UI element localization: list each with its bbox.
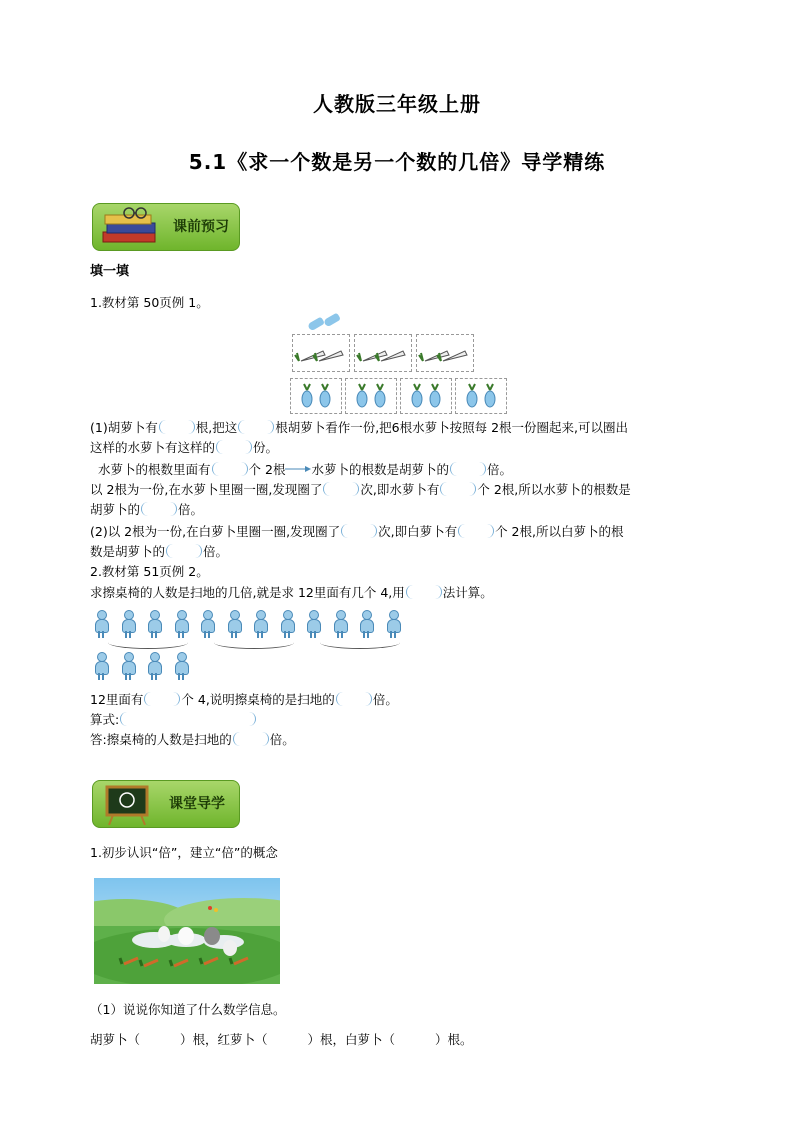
- section-heading: 填一填: [90, 264, 130, 279]
- answer-blank[interactable]: [450, 462, 486, 476]
- white-radish-icon: [355, 335, 411, 371]
- person-icon: [121, 610, 135, 638]
- rabbits-meadow-illustration: [94, 878, 280, 984]
- person-icon: [386, 610, 400, 638]
- answer-blank[interactable]: [120, 712, 256, 726]
- section-badge-label: 课堂导学: [169, 796, 225, 812]
- radish-group-box: [354, 334, 412, 372]
- text-line: 胡萝卜的 倍。: [90, 502, 204, 517]
- answer-blank[interactable]: [406, 585, 442, 599]
- question-2: 2.教材第 51页例 2。: [90, 564, 209, 579]
- radish-group-box: [345, 378, 397, 414]
- page-title: 人教版三年级上册: [313, 92, 481, 116]
- answer-blank[interactable]: [440, 482, 476, 496]
- white-radish-icon: [417, 335, 473, 371]
- text-line: 水萝卜的根数里面有 个 2根 水萝卜的根数是胡萝卜的 倍。: [98, 462, 512, 477]
- radish-group-box: [416, 334, 474, 372]
- answer-blank[interactable]: [458, 524, 494, 538]
- answer-blank[interactable]: [233, 732, 269, 746]
- radish-group-box: [292, 334, 350, 372]
- person-icon: [253, 610, 267, 638]
- radish-group-box: [400, 378, 452, 414]
- people-figure: [94, 608, 414, 688]
- answer-blank[interactable]: [216, 440, 252, 454]
- section-badge-label: 课前预习: [173, 219, 229, 235]
- arrow-right-icon: [285, 464, 311, 474]
- text-line: 以 2根为一份,在水萝卜里圈一圈,发现圈了 次,即水萝卜有 个 2根,所以水萝卜的根数是: [90, 482, 631, 497]
- answer-blank[interactable]: [141, 502, 177, 516]
- text-line: 数是胡萝卜的 倍。: [90, 544, 229, 559]
- group-brace: [320, 636, 400, 649]
- section-badge-preview: [92, 203, 240, 251]
- answer-blank[interactable]: [212, 462, 248, 476]
- person-icon: [147, 652, 161, 680]
- answer-blank[interactable]: [166, 544, 202, 558]
- text-line: 答:擦桌椅的人数是扫地的 倍。: [90, 732, 295, 747]
- person-icon: [306, 610, 320, 638]
- text-line: 算式:: [90, 710, 257, 730]
- text-line: 求擦桌椅的人数是扫地的几倍,就是求 12里面有几个 4,用 法计算。: [90, 585, 493, 600]
- person-icon: [94, 652, 108, 680]
- water-radish-icon: [346, 379, 396, 413]
- answer-blank[interactable]: [238, 420, 274, 434]
- answer-blank[interactable]: [159, 420, 195, 434]
- carrot-icon: [323, 313, 341, 328]
- text-line: (1)胡萝卜有 根,把这 根胡萝卜看作一份,把6根水萝卜按照每 2根一份圈起来,可以圈出: [90, 420, 629, 435]
- answer-blank[interactable]: [336, 692, 372, 706]
- radish-group-box: [455, 378, 507, 414]
- person-icon: [227, 610, 241, 638]
- person-icon: [94, 610, 108, 638]
- white-radish-icon: [293, 335, 349, 371]
- water-radish-icon: [456, 379, 506, 413]
- books-icon: [99, 206, 163, 248]
- radish-group-box: [290, 378, 342, 414]
- answer-blank[interactable]: [144, 692, 180, 706]
- answer-blank[interactable]: [341, 524, 377, 538]
- person-icon: [359, 610, 373, 638]
- blackboard-icon: [103, 785, 153, 825]
- person-icon: [200, 610, 214, 638]
- section-badge-classroom: [92, 780, 240, 828]
- person-icon: [121, 652, 135, 680]
- carrot-figure: [290, 312, 510, 416]
- water-radish-icon: [291, 379, 341, 413]
- person-icon: [174, 652, 188, 680]
- water-radish-icon: [401, 379, 451, 413]
- question-1: 1.初步认识“倍”，建立“倍”的概念: [90, 845, 278, 860]
- person-icon: [174, 610, 188, 638]
- text-line: 12里面有 个 4,说明擦桌椅的是扫地的 倍。: [90, 692, 398, 707]
- group-brace: [214, 636, 294, 649]
- page-subtitle: 5.1《求一个数是另一个数的几倍》导学精练: [188, 150, 606, 174]
- sub-question: （1）说说你知道了什么数学信息。: [90, 1002, 286, 1017]
- person-icon: [147, 610, 161, 638]
- question-1: 1.教材第 50页例 1。: [90, 295, 209, 310]
- text-line: (2)以 2根为一份,在白萝卜里圈一圈,发现圈了 次,即白萝卜有 个 2根,所以白萝卜的根: [90, 524, 624, 539]
- carrot-icon: [307, 317, 325, 332]
- text-line: 这样的水萝卜有这样的 份。: [90, 440, 279, 455]
- group-brace: [108, 636, 188, 649]
- text-line: 胡萝卜（ ）根，红萝卜（ ）根，白萝卜（ ）根。: [90, 1032, 473, 1047]
- answer-blank[interactable]: [323, 482, 359, 496]
- person-icon: [333, 610, 347, 638]
- person-icon: [280, 610, 294, 638]
